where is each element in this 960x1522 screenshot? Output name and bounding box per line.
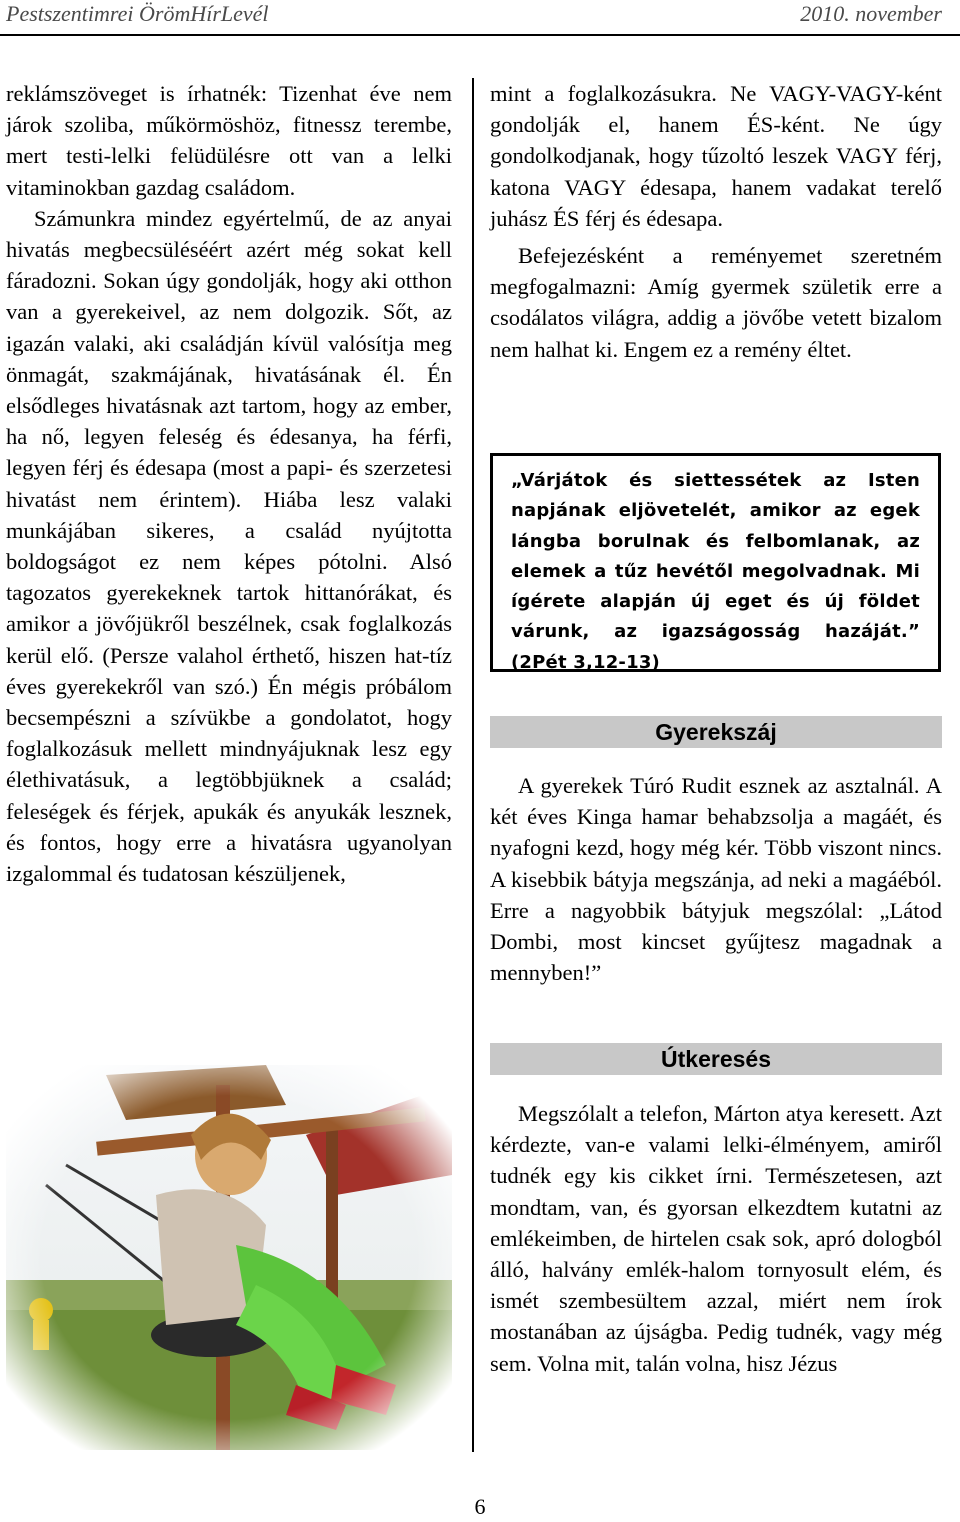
- right-paragraph-2: Befejezésként a reményemet szeretném megfogalmazni: Amíg gyermek születik erre a csodálatos világra, addig a jövőbe vetett bizalom nem halhat ki. Engem ez a remény éltet.: [490, 243, 942, 362]
- scripture-quote-box: [490, 453, 941, 672]
- gyerekszaj-text-block: [490, 770, 942, 988]
- swing-photo: [6, 1065, 452, 1450]
- page-header: [0, 0, 960, 36]
- column-divider: [472, 78, 474, 1452]
- page-number: 6: [474, 1494, 486, 1519]
- right-paragraph-1: mint a foglalkozásukra. Ne VAGY-VAGY-ként gondolják el, hanem ÉS-ként. Ne úgy gondolkodjanak, hogy tűzoltó leszek VAGY férj, katona VAGY édesapa, hanem vadakat terelő juhász ÉS férj és édesapa.: [490, 81, 942, 231]
- quote-reference: (2Pét 3,12-13): [511, 651, 660, 673]
- quote-text: „Várjátok és siettessétek az Isten napjának eljövetelét, amikor az egek lángba borulnak és felbomlanak, az elemek a tűz hevétől megolvadnak. Mi ígérete alapján új eget és új földet várunk, az igazságosság hazáját.”: [511, 470, 920, 643]
- newsletter-title: Pestszentimrei ÖrömHírLevél: [6, 1, 269, 26]
- right-column: [490, 78, 942, 365]
- issue-date: 2010. november: [800, 1, 942, 26]
- left-paragraph-1: reklámszöveget is írhatnék: Tizenhat éve nem járok szoliba, műkörmöshöz, fitnessz terembe, mert testi-lelki felüdülésre ott van a lelki vitaminokban gazdag családom.: [6, 81, 452, 200]
- utkereses-text-block: [490, 1098, 942, 1379]
- section-heading-gyerekszaj: Gyerekszáj: [490, 716, 942, 748]
- section-heading-utkereses: Útkeresés: [490, 1043, 942, 1075]
- gyerekszaj-paragraph: A gyerekek Túró Rudit esznek az asztalnál. A két éves Kinga hamar behabzsolja a magáét, és nyafogni kezd, hogy még kér. Több viszont nincs. A kisebbik bátyja megszánja, ad neki a magáéból. Erre a nagyobbik bátyjuk megszólal: „Látod Dombi, most kincset gyűjtesz magadnak a mennyben!”: [490, 773, 942, 986]
- left-paragraph-2: Számunkra mindez egyértelmű, de az anyai hivatás megbecsüléséért azért még sokat kell fáradozni. Sokan úgy gondolják, hogy aki otthon van a gyerekeivel, az nem dolgozik. Sőt, az igazán valaki, aki családján kívül valósítja meg önmagát, szakmájának, hivatásának él. Én elsődleges hivatásnak azt tartom, hogy az ember, ha nő, legyen feleség és édesanya, ha férfi, legyen férj és édesapa (most a papi- és szerzetesi hivatást nem érintem). Hiába lesz valaki munkájában sikeres, a család nyújtotta boldogságot ez nem képes pótolni. Alsó tagozatos gyerekeknek tartok hittanórákat, és amikor a jövőjükről beszélnek, csak foglalkozás kerül elő. (Persze valahol érthető, hiszen hat-tíz éves gyerekekről van szó.) Én mégis próbálom becsempészni a szívükbe a gondolatot, hogy foglalkozásuk mellett mindnyájuknak lesz egy élethivatásuk, a legtöbbjüknek a család; feleségek és férjek, apukák és anyukák lesznek, és fontos, hogy erre a hivatásra ugyanolyan izgalommal és tudatosan készüljenek,: [6, 205, 452, 887]
- left-column: [6, 78, 452, 889]
- utkereses-paragraph: Megszólalt a telefon, Márton atya keresett. Azt kérdezte, van-e valami lelki-élményem, amiről tudnék egy kis cikket írni. Természetesen, azt mondtam, van, és gyorsan elkezdtem kutatni az emlékeimben, de hirtelen csak sok, apró dologból álló, halvány emlék-halom tornyosult elém, és ismét szembesültem azzal, miért nem írok mostanában az újságba. Pedig tudnék, vagy még sem. Volna mit, talán volna, hisz Jézus: [490, 1101, 942, 1376]
